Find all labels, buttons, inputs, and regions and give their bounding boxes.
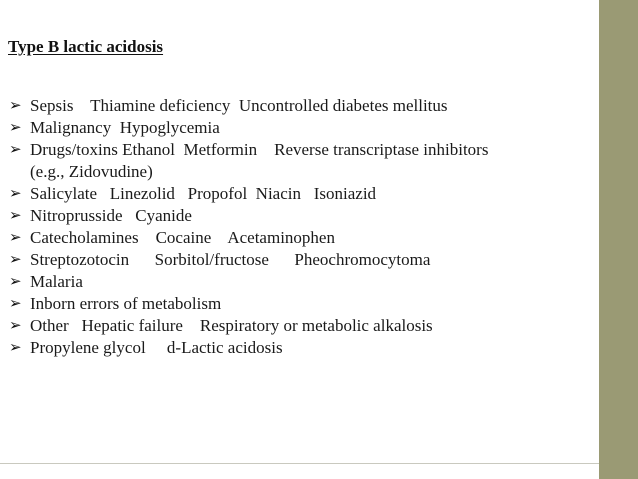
list-item: [9, 205, 488, 227]
list-item: [9, 337, 488, 359]
arrowhead-bullet-icon: ➢: [9, 340, 22, 356]
list-item-text: Nitroprusside Cyanide: [30, 206, 192, 225]
list-item-text: Streptozotocin Sorbitol/fructose Pheochromocytoma: [30, 250, 431, 269]
arrowhead-bullet-icon: ➢: [9, 274, 22, 290]
list-item-text: Malaria: [30, 272, 83, 291]
arrowhead-bullet-icon: ➢: [9, 252, 22, 268]
list-item-text: Propylene glycol d-Lactic acidosis: [30, 338, 283, 357]
arrowhead-bullet-icon: ➢: [9, 230, 22, 246]
list-item-text: Salicylate Linezolid Propofol Niacin Isoniazid: [30, 184, 377, 203]
arrowhead-bullet-icon: ➢: [9, 318, 22, 334]
arrowhead-bullet-icon: ➢: [9, 208, 22, 224]
list-item: [9, 139, 488, 183]
arrowhead-bullet-icon: ➢: [9, 120, 22, 136]
slide-heading: Type B lactic acidosis: [8, 37, 164, 56]
list-item: [9, 315, 488, 337]
list-item: [9, 271, 488, 293]
list-item: [9, 95, 488, 117]
list-item: [9, 117, 488, 139]
bullet-list: [9, 95, 488, 359]
list-item: [9, 183, 488, 205]
list-item: [9, 293, 488, 315]
list-item: [9, 227, 488, 249]
arrowhead-bullet-icon: ➢: [9, 98, 22, 114]
arrowhead-bullet-icon: ➢: [9, 296, 22, 312]
list-item-text: Catecholamines Cocaine Acetaminophen: [30, 228, 335, 247]
arrowhead-bullet-icon: ➢: [9, 186, 22, 202]
list-item-text: Inborn errors of metabolism: [30, 294, 222, 313]
list-item-text: Drugs/toxins Ethanol Metformin Reverse transcriptase inhibitors: [30, 140, 489, 159]
slide-side-bar: [599, 0, 638, 479]
list-item-text: Other Hepatic failure Respiratory or metabolic alkalosis: [30, 316, 433, 335]
list-item-text: Sepsis Thiamine deficiency Uncontrolled diabetes mellitus: [30, 96, 448, 115]
list-item-text: Malignancy Hypoglycemia: [30, 118, 220, 137]
list-item: [9, 249, 488, 271]
bottom-divider: [0, 463, 599, 464]
list-item-continuation: (e.g., Zidovudine): [30, 162, 153, 181]
arrowhead-bullet-icon: ➢: [9, 142, 22, 158]
